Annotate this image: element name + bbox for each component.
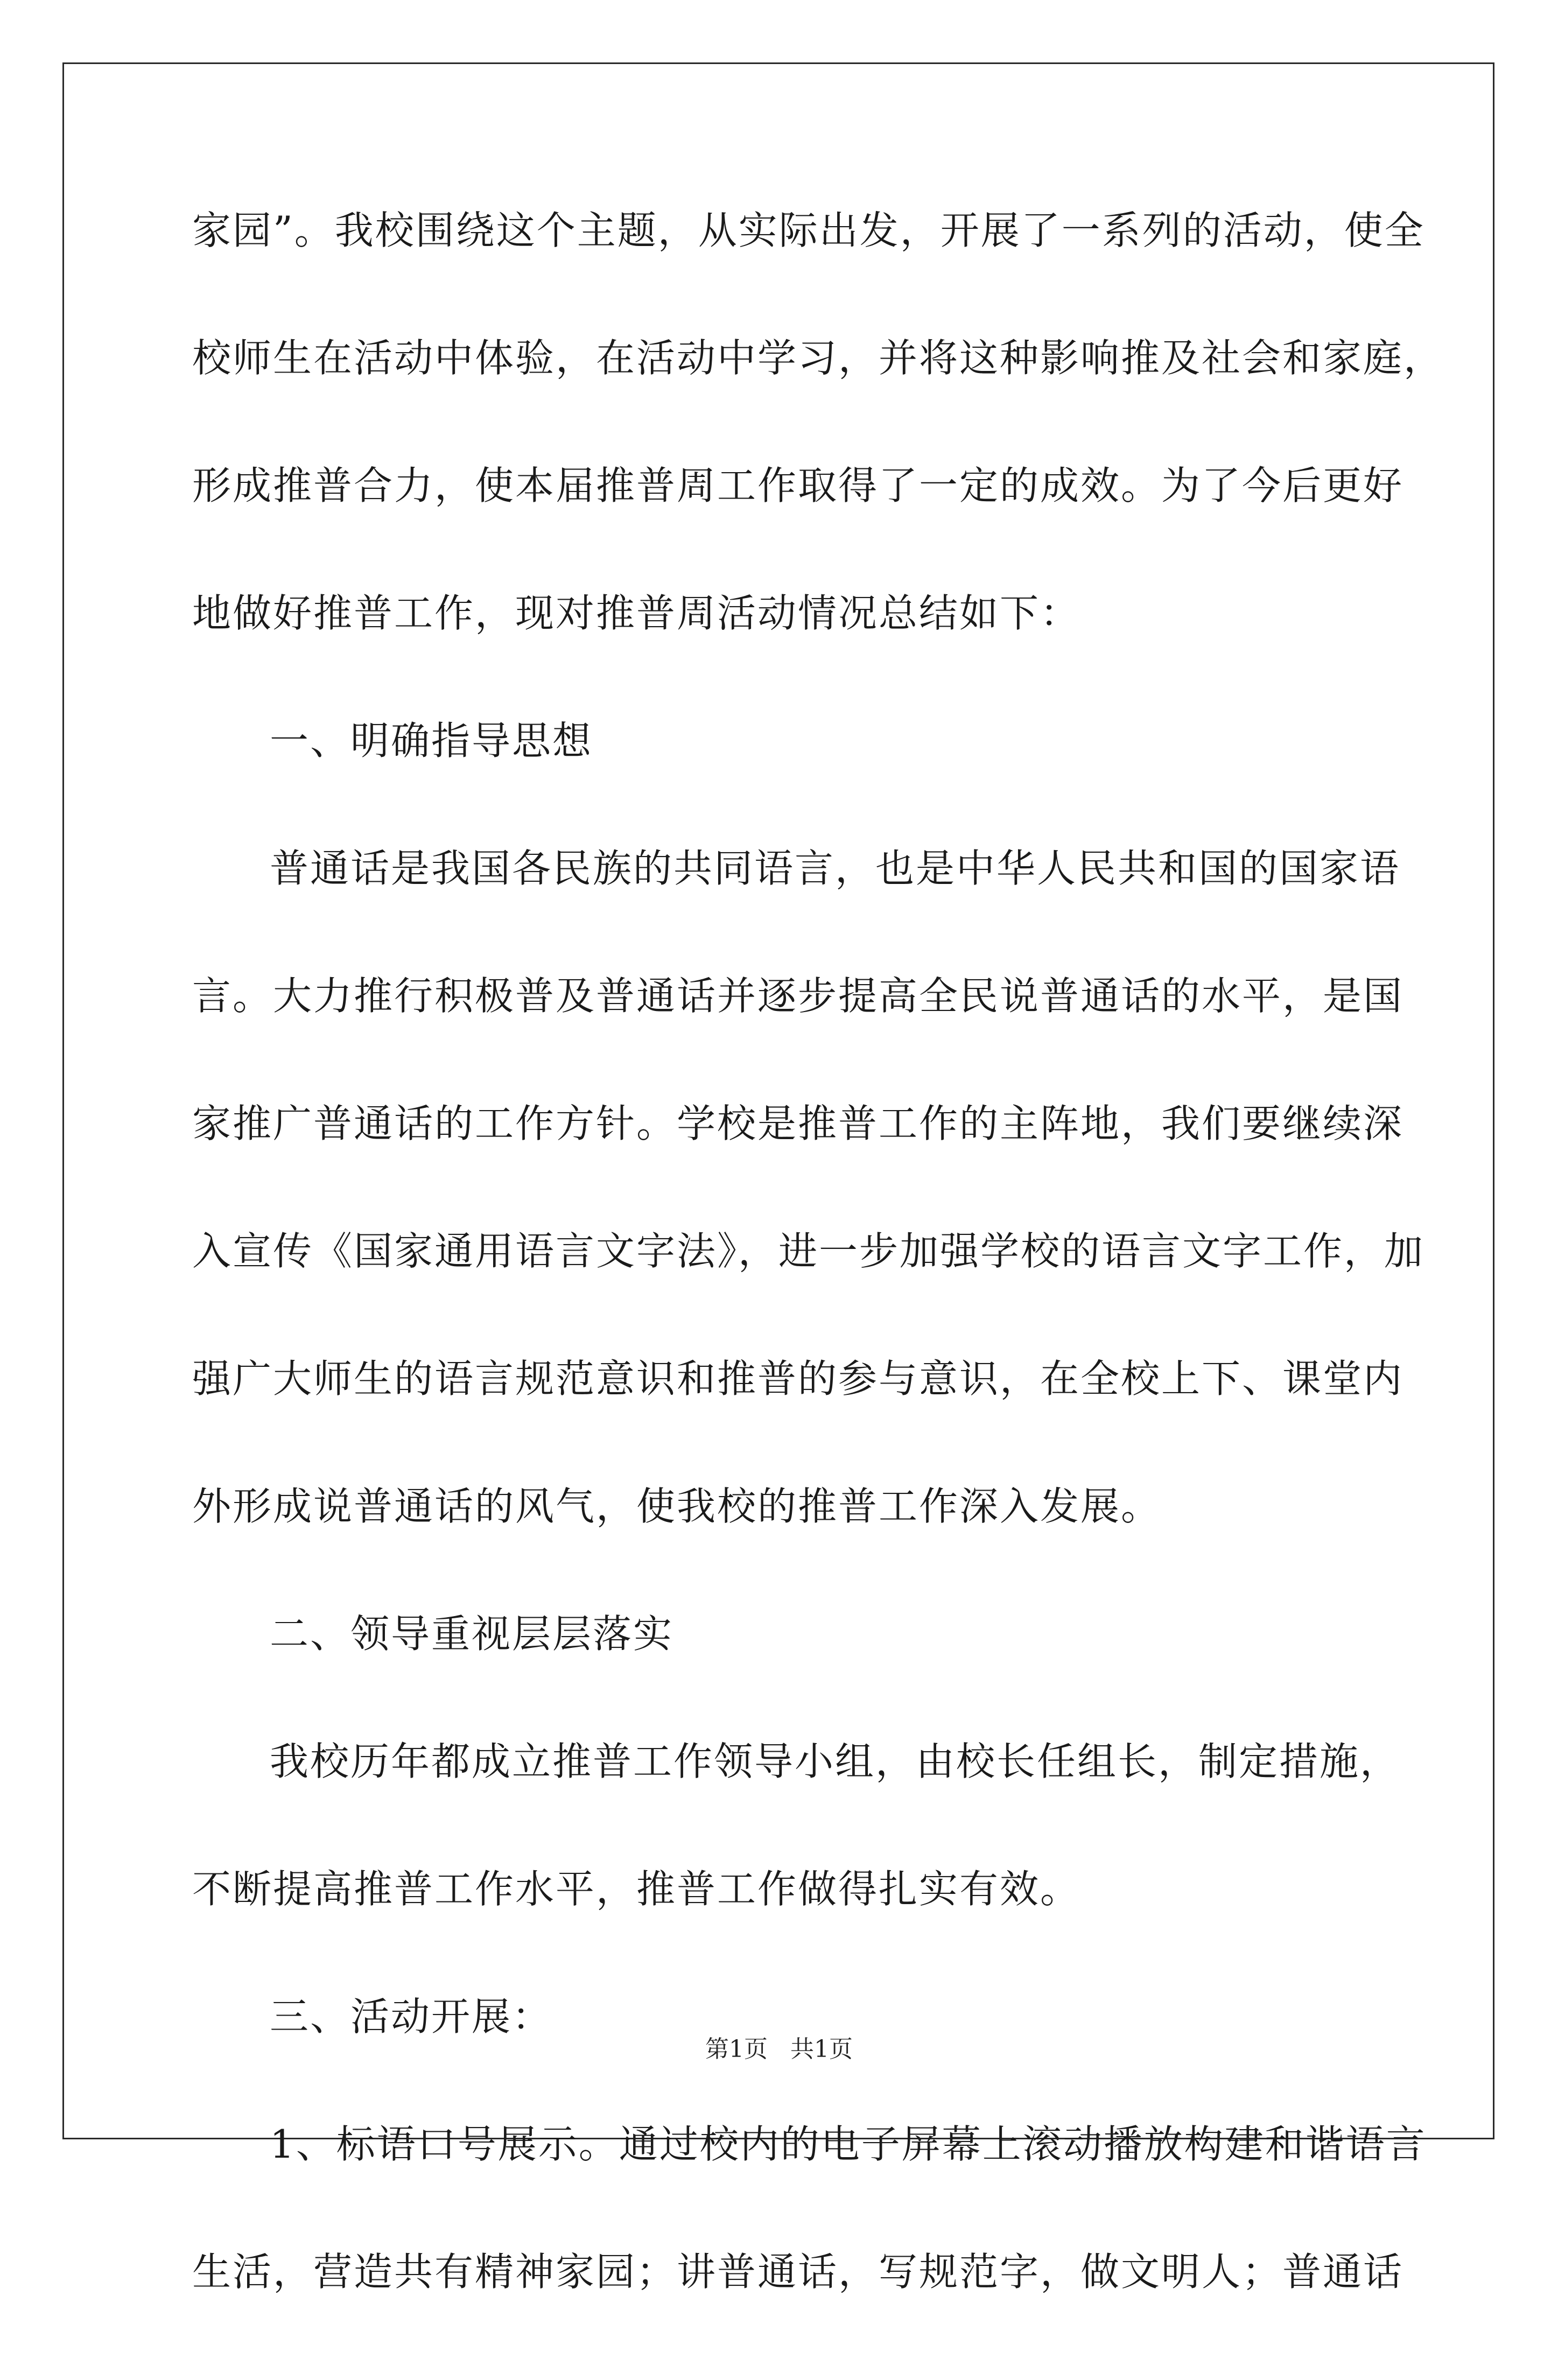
text-line: 地做好推普工作，现对推普周活动情况总结如下：	[192, 591, 1081, 636]
text-line: 家园”。我校围绕这个主题，从实际出发，开展了一系列的活动，使全	[192, 208, 1425, 253]
text-line: 言。大力推行积极普及普通话并逐步提高全民说普通话的水平，是国	[192, 973, 1404, 1019]
section-heading-3: 三、活动开展：	[270, 1994, 553, 2039]
text-line: 生活，营造共有精神家园；讲普通话，写规范字，做文明人；普通话	[192, 2249, 1404, 2294]
text-line: 校师生在活动中体验，在活动中学习，并将这种影响推及社会和家庭，	[192, 335, 1444, 381]
page-number-footer: 第1页 共1页	[705, 2035, 853, 2063]
text-line: 普通话是我国各民族的共同语言，也是中华人民共和国的国家语	[270, 846, 1401, 891]
text-line: 我校历年都成立推普工作领导小组，由校长任组长，制定措施，	[270, 1739, 1401, 1784]
text-line: 外形成说普通话的风气，使我校的推普工作深入发展。	[192, 1484, 1162, 1529]
text-line: 强广大师生的语言规范意识和推普的参与意识，在全校上下、课堂内	[192, 1356, 1404, 1401]
text-line: 不断提高推普工作水平，推普工作做得扎实有效。	[192, 1866, 1081, 1912]
text-line: 入宣传《国家通用语言文字法》，进一步加强学校的语言文字工作，加	[192, 1228, 1425, 1274]
text-line: 1、标语口号展示。通过校内的电子屏幕上滚动播放构建和谐语言	[270, 2122, 1427, 2167]
section-heading-2: 二、领导重视层层落实	[270, 1611, 674, 1656]
text-line: 家推广普通话的工作方针。学校是推普工作的主阵地，我们要继续深	[192, 1101, 1404, 1146]
text-line: 形成推普合力，使本届推普周工作取得了一定的成效。为了今后更好	[192, 463, 1404, 508]
section-heading-1: 一、明确指导思想	[270, 718, 593, 763]
